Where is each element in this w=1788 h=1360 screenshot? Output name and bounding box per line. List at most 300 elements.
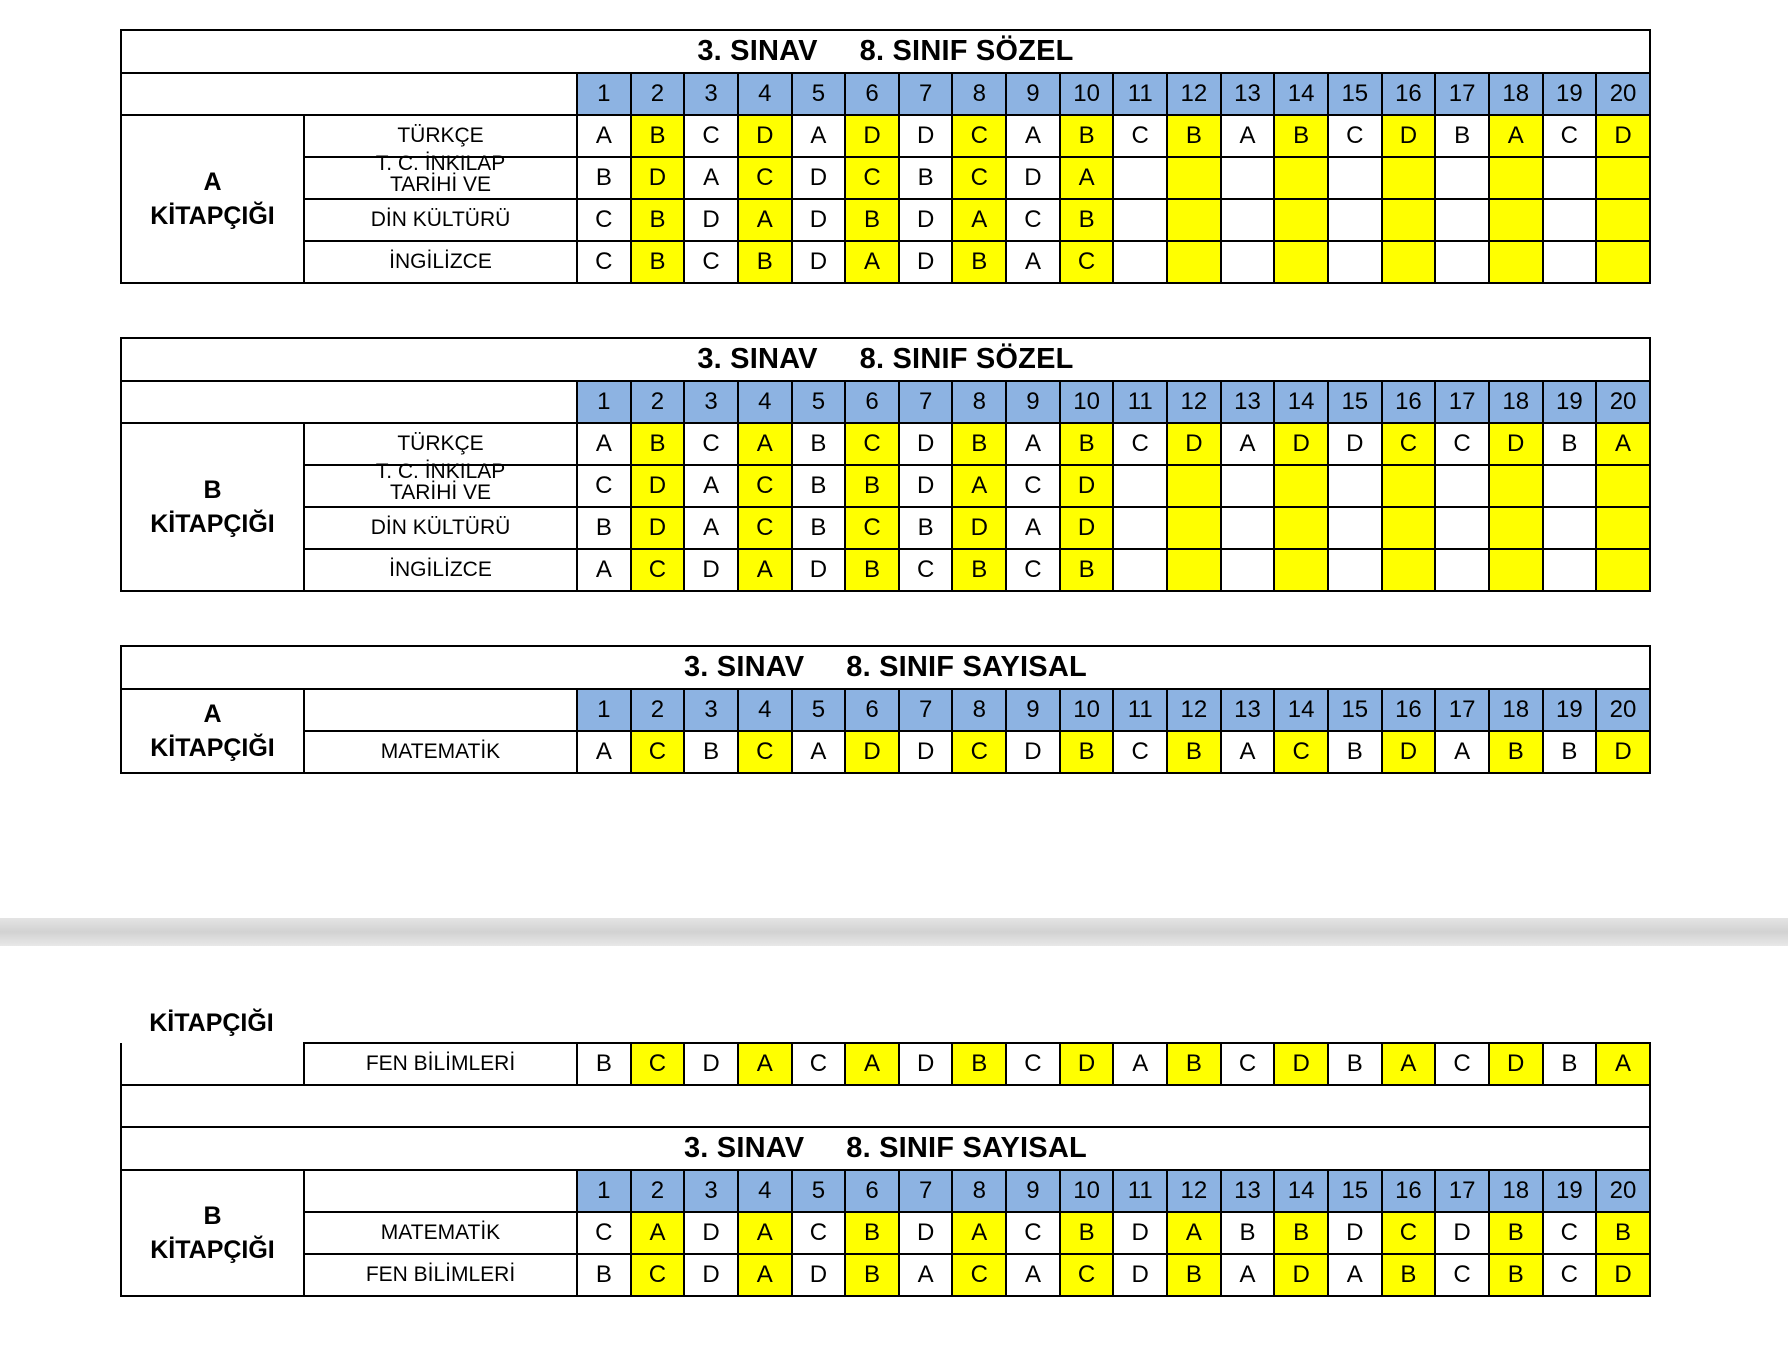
question-number: 4 — [738, 73, 792, 115]
exam-label: 3. SINAV — [683, 1132, 805, 1164]
answer-cell: D — [792, 549, 846, 591]
answer-cell: B — [1167, 1254, 1221, 1296]
answer-cell: D — [684, 1043, 738, 1085]
question-number: 4 — [738, 1170, 792, 1212]
question-number: 14 — [1274, 73, 1328, 115]
answer-cell: C — [1274, 731, 1328, 773]
answer-cell: C — [1060, 241, 1114, 283]
answer-key-table — [120, 1042, 1651, 1128]
answer-cell: B — [631, 199, 685, 241]
answer-cell: A — [845, 1043, 899, 1085]
question-number: 9 — [1006, 381, 1060, 423]
answer-cell: C — [738, 731, 792, 773]
answer-cell: A — [1221, 115, 1275, 157]
answer-cell: C — [1006, 465, 1060, 507]
subject-label: MATEMATİK — [304, 731, 577, 773]
answer-cell: A — [952, 465, 1006, 507]
subject-line-2: TARİHİ VE — [389, 481, 492, 504]
question-number: 13 — [1221, 381, 1275, 423]
section-title — [121, 1127, 1650, 1170]
answer-cell: B — [1382, 1254, 1436, 1296]
answer-cell: D — [899, 1212, 953, 1254]
booklet-label-overflow — [120, 1009, 303, 1042]
answer-cell: D — [1113, 1254, 1167, 1296]
answer-cell: C — [577, 241, 631, 283]
answer-cell: D — [792, 199, 846, 241]
answer-cell: B — [577, 507, 631, 549]
question-number: 1 — [577, 73, 631, 115]
question-number: 13 — [1221, 1170, 1275, 1212]
question-number: 8 — [952, 73, 1006, 115]
answer-cell: D — [845, 731, 899, 773]
answer-cell: D — [1435, 1212, 1489, 1254]
answer-cell: B — [1167, 1043, 1221, 1085]
answer-cell: C — [845, 157, 899, 199]
answer-cell: C — [899, 549, 953, 591]
answer-cell: A — [738, 199, 792, 241]
answer-cell: C — [738, 157, 792, 199]
class-label: 8. SINIF SAYISAL — [846, 651, 1087, 683]
question-number: 10 — [1060, 73, 1114, 115]
answer-cell: A — [577, 549, 631, 591]
booklet-word-cut: KİTAPÇIĞI — [149, 1009, 274, 1037]
answer-cell: D — [952, 507, 1006, 549]
question-number: 7 — [899, 381, 953, 423]
answer-cell: B — [1274, 1212, 1328, 1254]
answer-cell: B — [1060, 199, 1114, 241]
question-number: 2 — [631, 1170, 685, 1212]
answer-cell: C — [1006, 199, 1060, 241]
answer-cell: C — [631, 549, 685, 591]
answer-cell: A — [1596, 423, 1650, 465]
answer-cell: B — [1543, 731, 1597, 773]
question-number: 1 — [577, 689, 631, 731]
answer-cell: C — [631, 1043, 685, 1085]
question-number: 12 — [1167, 1170, 1221, 1212]
answer-cell: C — [1060, 1254, 1114, 1296]
answer-cell: C — [792, 1212, 846, 1254]
numbers-row — [121, 689, 1650, 731]
booklet-word: KİTAPÇIĞI — [150, 734, 275, 762]
answer-cell: A — [684, 507, 738, 549]
answer-cell: B — [1596, 1212, 1650, 1254]
answer-cell: B — [1328, 1043, 1382, 1085]
question-number: 12 — [1167, 381, 1221, 423]
answer-cell: C — [684, 115, 738, 157]
subject-line-1: T. C. İNKILAP — [375, 152, 506, 175]
answer-cell: C — [1328, 115, 1382, 157]
answer-cell: B — [845, 1254, 899, 1296]
answer-cell: C — [1543, 115, 1597, 157]
answer-cell: B — [845, 549, 899, 591]
subject-label: TÜRKÇE — [304, 423, 577, 465]
question-number: 8 — [952, 381, 1006, 423]
answer-row — [121, 1043, 1650, 1085]
answer-cell: B — [1435, 115, 1489, 157]
answer-cell: B — [1543, 1043, 1597, 1085]
answer-cell: A — [792, 115, 846, 157]
answer-cell: D — [738, 115, 792, 157]
booklet-label — [121, 689, 304, 773]
booklet-word: KİTAPÇIĞI — [150, 1236, 275, 1264]
question-number: 20 — [1596, 689, 1650, 731]
answer-cell: A — [1060, 157, 1114, 199]
question-number: 19 — [1543, 689, 1597, 731]
answer-cell: D — [631, 157, 685, 199]
question-number: 3 — [684, 689, 738, 731]
answer-cell: C — [684, 241, 738, 283]
answer-cell: D — [1274, 1043, 1328, 1085]
answer-cell: C — [577, 199, 631, 241]
subject-line-2: TARİHİ VE — [389, 173, 492, 196]
question-number: 5 — [792, 73, 846, 115]
answer-cell: A — [684, 465, 738, 507]
question-number: 12 — [1167, 73, 1221, 115]
question-number: 17 — [1435, 689, 1489, 731]
question-number: 7 — [899, 689, 953, 731]
answer-cell: B — [845, 199, 899, 241]
question-number: 13 — [1221, 689, 1275, 731]
question-number: 6 — [845, 689, 899, 731]
answer-cell: A — [1006, 115, 1060, 157]
answer-cell: B — [1274, 115, 1328, 157]
answer-cell: B — [1167, 115, 1221, 157]
answer-cell: C — [1006, 1212, 1060, 1254]
answer-cell: B — [952, 549, 1006, 591]
answer-key-section-3 — [120, 645, 1649, 774]
answer-cell: B — [577, 1254, 631, 1296]
answer-cell: C — [952, 731, 1006, 773]
question-number: 9 — [1006, 689, 1060, 731]
numbers-row — [121, 1170, 1650, 1212]
numbers-row-spacer — [304, 1170, 577, 1212]
answer-cell: A — [952, 199, 1006, 241]
answer-cell: D — [1596, 1254, 1650, 1296]
question-number: 4 — [738, 689, 792, 731]
answer-cell: C — [1006, 1043, 1060, 1085]
class-label: 8. SINIF SAYISAL — [846, 1132, 1087, 1164]
question-number: 10 — [1060, 381, 1114, 423]
question-number: 11 — [1113, 689, 1167, 731]
question-number: 2 — [631, 381, 685, 423]
answer-cell: C — [577, 1212, 631, 1254]
answer-cell: C — [1382, 1212, 1436, 1254]
answer-cell: D — [899, 241, 953, 283]
answer-cell: A — [1113, 1043, 1167, 1085]
question-number: 6 — [845, 73, 899, 115]
numbers-row-spacer — [304, 689, 577, 731]
answer-row — [121, 731, 1650, 773]
answer-cell: D — [1060, 1043, 1114, 1085]
answer-cell: A — [577, 731, 631, 773]
answer-cell: D — [1113, 1212, 1167, 1254]
answer-cell: B — [899, 507, 953, 549]
question-number: 3 — [684, 1170, 738, 1212]
answer-cell: B — [1060, 731, 1114, 773]
question-number: 3 — [684, 73, 738, 115]
question-number: 11 — [1113, 381, 1167, 423]
answer-cell: A — [1006, 1254, 1060, 1296]
question-number: 5 — [792, 381, 846, 423]
answer-cell: C — [952, 115, 1006, 157]
answer-cell: D — [1060, 507, 1114, 549]
answer-cell: D — [631, 465, 685, 507]
question-number: 14 — [1274, 381, 1328, 423]
answer-cell: A — [738, 1254, 792, 1296]
blank-row — [121, 1085, 1650, 1127]
subject-label: DİN KÜLTÜRÜ — [304, 507, 577, 549]
answer-cell: D — [845, 115, 899, 157]
subject-label: FEN BİLİMLERİ — [304, 1254, 577, 1296]
answer-cell: B — [631, 241, 685, 283]
answer-key-table — [120, 645, 1651, 774]
question-number: 17 — [1435, 73, 1489, 115]
booklet-letter: B — [203, 1202, 222, 1230]
question-number: 17 — [1435, 381, 1489, 423]
answer-cell: B — [1060, 115, 1114, 157]
answer-cell: D — [899, 423, 953, 465]
answer-cell: C — [1221, 1043, 1275, 1085]
answer-cell: B — [1167, 731, 1221, 773]
answer-cell: C — [738, 507, 792, 549]
question-number: 15 — [1328, 381, 1382, 423]
booklet-letter: B — [203, 476, 222, 504]
question-number: 8 — [952, 689, 1006, 731]
answer-cell: D — [1006, 731, 1060, 773]
answer-cell: B — [1489, 1254, 1543, 1296]
answer-cell: B — [1060, 549, 1114, 591]
answer-cell: B — [899, 157, 953, 199]
question-number: 8 — [952, 1170, 1006, 1212]
answer-cell: C — [1543, 1212, 1597, 1254]
question-number: 20 — [1596, 73, 1650, 115]
answer-cell: D — [684, 1254, 738, 1296]
answer-cell: D — [1274, 1254, 1328, 1296]
answer-cell: D — [792, 1254, 846, 1296]
answer-cell: B — [1543, 423, 1597, 465]
booklet-letter: A — [203, 168, 222, 196]
answer-cell: D — [684, 1212, 738, 1254]
answer-row — [121, 1254, 1650, 1296]
answer-cell: C — [631, 731, 685, 773]
answer-cell: B — [1060, 1212, 1114, 1254]
exam-label: 3. SINAV — [697, 343, 818, 375]
question-number: 6 — [845, 381, 899, 423]
answer-cell: A — [684, 157, 738, 199]
question-number: 19 — [1543, 73, 1597, 115]
question-number: 15 — [1328, 689, 1382, 731]
answer-cell: D — [1489, 423, 1543, 465]
subject-label: MATEMATİK — [304, 1212, 577, 1254]
answer-cell: B — [738, 241, 792, 283]
answer-cell: D — [1006, 157, 1060, 199]
answer-key-section-4 — [120, 1126, 1649, 1297]
answer-cell: A — [577, 423, 631, 465]
booklet-word: KİTAPÇIĞI — [150, 510, 275, 538]
answer-cell: D — [1596, 731, 1650, 773]
question-number: 7 — [899, 73, 953, 115]
answer-cell: B — [845, 465, 899, 507]
question-number: 7 — [899, 1170, 953, 1212]
answer-cell: C — [738, 465, 792, 507]
answer-cell: B — [792, 423, 846, 465]
answer-cell: B — [577, 157, 631, 199]
question-number: 11 — [1113, 73, 1167, 115]
answer-cell: D — [1489, 1043, 1543, 1085]
answer-cell: B — [1489, 1212, 1543, 1254]
answer-cell: D — [1382, 115, 1436, 157]
answer-cell: B — [1489, 731, 1543, 773]
exam-label: 3. SINAV — [697, 35, 818, 67]
answer-cell: D — [631, 507, 685, 549]
answer-cell: C — [845, 423, 899, 465]
answer-cell: A — [738, 1212, 792, 1254]
answer-cell: C — [952, 1254, 1006, 1296]
page-separator — [0, 918, 1788, 946]
answer-cell: A — [738, 1043, 792, 1085]
answer-cell: D — [1167, 423, 1221, 465]
answer-cell: C — [631, 1254, 685, 1296]
question-number: 18 — [1489, 689, 1543, 731]
question-number: 14 — [1274, 689, 1328, 731]
answer-cell: C — [1006, 549, 1060, 591]
answer-cell: D — [1060, 465, 1114, 507]
answer-cell: A — [738, 423, 792, 465]
answer-cell: D — [792, 157, 846, 199]
answer-cell: C — [684, 423, 738, 465]
answer-cell: C — [577, 465, 631, 507]
answer-cell: A — [845, 241, 899, 283]
answer-cell: B — [684, 731, 738, 773]
answer-cell: B — [631, 115, 685, 157]
answer-cell: C — [845, 507, 899, 549]
question-number: 16 — [1382, 381, 1436, 423]
answer-key-section-3-continued — [120, 1042, 1649, 1128]
answer-cell: D — [1328, 1212, 1382, 1254]
question-number: 15 — [1328, 73, 1382, 115]
question-number: 19 — [1543, 381, 1597, 423]
question-number: 16 — [1382, 73, 1436, 115]
class-label: 8. SINIF SÖZEL — [859, 35, 1074, 67]
question-number: 18 — [1489, 381, 1543, 423]
question-number: 1 — [577, 381, 631, 423]
answer-cell: D — [899, 115, 953, 157]
answer-key-table — [120, 1126, 1651, 1297]
answer-cell: C — [1543, 1254, 1597, 1296]
answer-cell: B — [631, 423, 685, 465]
subject-label: TÜRKÇE — [304, 115, 577, 157]
answer-cell: D — [1596, 115, 1650, 157]
answer-cell: B — [577, 1043, 631, 1085]
answer-cell: C — [1113, 731, 1167, 773]
answer-cell: C — [1382, 423, 1436, 465]
answer-cell: D — [684, 549, 738, 591]
question-number: 17 — [1435, 1170, 1489, 1212]
question-number: 16 — [1382, 689, 1436, 731]
page-2-top — [0, 1009, 1788, 1360]
question-number: 5 — [792, 689, 846, 731]
subject-label: DİN KÜLTÜRÜ — [304, 199, 577, 241]
question-number: 14 — [1274, 1170, 1328, 1212]
question-number: 10 — [1060, 1170, 1114, 1212]
subject-label: FEN BİLİMLERİ — [304, 1043, 577, 1085]
question-number: 6 — [845, 1170, 899, 1212]
answer-cell: B — [792, 507, 846, 549]
answer-cell: A — [1221, 731, 1275, 773]
answer-cell: A — [1221, 1254, 1275, 1296]
booklet-word: KİTAPÇIĞI — [150, 202, 275, 230]
answer-cell: D — [899, 731, 953, 773]
question-number: 9 — [1006, 73, 1060, 115]
question-number: 19 — [1543, 1170, 1597, 1212]
answer-cell: B — [1060, 423, 1114, 465]
subject-label: İNGİLİZCE — [304, 241, 577, 283]
answer-cell: C — [792, 1043, 846, 1085]
question-number: 13 — [1221, 73, 1275, 115]
blank-cell — [121, 1085, 1650, 1127]
answer-cell: A — [1382, 1043, 1436, 1085]
answer-cell: C — [1113, 115, 1167, 157]
answer-cell: D — [1274, 423, 1328, 465]
answer-cell: D — [899, 465, 953, 507]
question-number: 16 — [1382, 1170, 1436, 1212]
booklet-letter: A — [203, 700, 222, 728]
question-number: 10 — [1060, 689, 1114, 731]
answer-cell: B — [1221, 1212, 1275, 1254]
question-number: 2 — [631, 73, 685, 115]
booklet-label-continued — [121, 1043, 304, 1085]
section-title — [121, 646, 1650, 689]
answer-cell: C — [1435, 423, 1489, 465]
subject-line-1: T. C. İNKILAP — [375, 460, 506, 483]
answer-cell: A — [1006, 423, 1060, 465]
question-number: 1 — [577, 1170, 631, 1212]
answer-cell: A — [1489, 115, 1543, 157]
answer-cell: B — [952, 241, 1006, 283]
answer-cell: C — [952, 157, 1006, 199]
answer-row — [121, 1212, 1650, 1254]
answer-cell: D — [792, 241, 846, 283]
answer-cell: B — [792, 465, 846, 507]
answer-cell: B — [845, 1212, 899, 1254]
question-number: 20 — [1596, 1170, 1650, 1212]
answer-cell: D — [1382, 731, 1436, 773]
question-number: 12 — [1167, 689, 1221, 731]
booklet-label — [121, 1170, 304, 1296]
answer-cell: A — [1006, 507, 1060, 549]
answer-cell: D — [1328, 423, 1382, 465]
answer-cell: A — [1221, 423, 1275, 465]
answer-cell: A — [577, 115, 631, 157]
question-number: 9 — [1006, 1170, 1060, 1212]
answer-cell: D — [899, 1043, 953, 1085]
answer-cell: B — [952, 1043, 1006, 1085]
exam-label: 3. SINAV — [683, 651, 805, 683]
answer-cell: B — [1328, 731, 1382, 773]
question-number: 5 — [792, 1170, 846, 1212]
question-number: 4 — [738, 381, 792, 423]
answer-cell: A — [631, 1212, 685, 1254]
answer-cell: C — [1435, 1254, 1489, 1296]
answer-cell: A — [952, 1212, 1006, 1254]
question-number: 15 — [1328, 1170, 1382, 1212]
answer-cell: A — [899, 1254, 953, 1296]
answer-cell: A — [1328, 1254, 1382, 1296]
answer-cell: A — [1167, 1212, 1221, 1254]
answer-cell: A — [792, 731, 846, 773]
answer-cell: D — [899, 199, 953, 241]
answer-cell: C — [1113, 423, 1167, 465]
